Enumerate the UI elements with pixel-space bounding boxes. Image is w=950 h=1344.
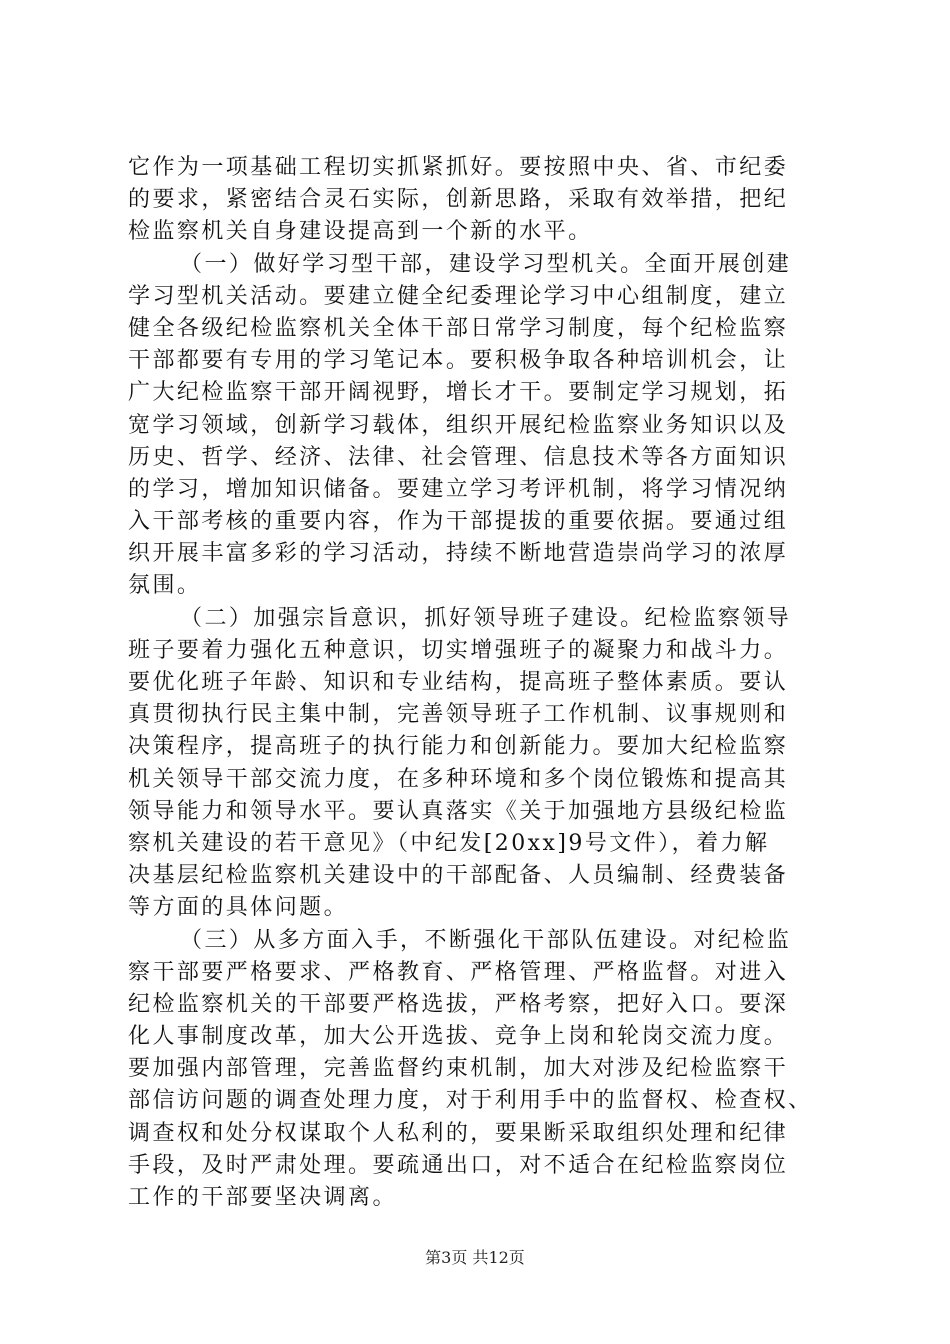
- paragraph-first-line: （三）从多方面入手，不断强化干部队伍建设。对纪检监: [180, 927, 792, 953]
- text-line: 历史、哲学、经济、法律、社会管理、信息技术等各方面知识: [128, 444, 789, 470]
- text-line: 宽学习领域，创新学习载体，组织开展纪检监察业务知识以及: [128, 412, 789, 438]
- page-footer: 第3页 共12页: [425, 1248, 525, 1267]
- text-line: 学习型机关活动。要建立健全纪委理论学习中心组制度，建立: [128, 283, 789, 309]
- text-line: 广大纪检监察干部开阔视野，增长才干。要制定学习规划，拓: [128, 380, 789, 406]
- text-line: 领导能力和领导水平。要认真落实《关于加强地方县级纪检监: [128, 798, 789, 824]
- text-line: 机关领导干部交流力度，在多种环境和多个岗位锻炼和提高其: [128, 766, 789, 792]
- text-line: 察干部要严格要求、严格教育、严格管理、严格监督。对进入: [128, 959, 789, 985]
- text-line: 入干部考核的重要内容，作为干部提拔的重要依据。要通过组: [128, 509, 789, 535]
- text-line: 织开展丰富多彩的学习活动，持续不断地营造崇尚学习的浓厚: [128, 541, 789, 567]
- text-line: 工作的干部要坚决调离。: [128, 1185, 397, 1210]
- text-line: 的学习，增加知识储备。要建立学习考评机制，将学习情况纳: [128, 476, 789, 502]
- text-line: 班子要着力强化五种意识，切实增强班子的凝聚力和战斗力。: [128, 637, 789, 663]
- text-line: 氛围。: [128, 573, 202, 599]
- text-line: 要加强内部管理，完善监督约束机制，加大对涉及纪检监察干: [128, 1056, 789, 1082]
- text-line: 纪检监察机关的干部要严格选拔，严格考察，把好入口。要深: [128, 991, 789, 1017]
- text-line: 调查权和处分权谋取个人私利的，要果断采取组织处理和纪律: [128, 1120, 789, 1146]
- paragraph-first-line: （一）做好学习型干部，建设学习型机关。全面开展创建: [180, 251, 792, 277]
- paragraph-first-line: （二）加强宗旨意识，抓好领导班子建设。纪检监察领导: [180, 605, 792, 631]
- text-line: 部信访问题的调查处理力度，对于利用手中的监督权、检查权、: [128, 1088, 813, 1114]
- text-line: 化人事制度改革，加大公开选拔、竞争上岗和轮岗交流力度。: [128, 1024, 789, 1050]
- text-line: 它作为一项基础工程切实抓紧抓好。要按照中央、省、市纪委: [128, 155, 789, 180]
- text-line: 真贯彻执行民主集中制，完善领导班子工作机制、议事规则和: [128, 702, 789, 728]
- text-line: 干部都要有专用的学习笔记本。要积极争取各种培训机会，让: [128, 348, 789, 374]
- text-line: 察机关建设的若干意见》（中纪发[20xx]9号文件），着力解: [128, 830, 770, 856]
- text-line: 健全各级纪检监察机关全体干部日常学习制度，每个纪检监察: [128, 315, 789, 341]
- text-line: 手段，及时严肃处理。要疏通出口，对不适合在纪检监察岗位: [128, 1152, 789, 1178]
- text-line: 决基层纪检监察机关建设中的干部配备、人员编制、经费装备: [128, 863, 789, 889]
- text-line: 决策程序，提高班子的执行能力和创新能力。要加大纪检监察: [128, 734, 789, 760]
- text-line: 的要求，紧密结合灵石实际，创新思路，采取有效举措，把纪: [128, 187, 789, 213]
- document-body: [128, 152, 828, 1214]
- text-line: 要优化班子年龄、知识和专业结构，提高班子整体素质。要认: [128, 670, 789, 695]
- text-line: 等方面的具体问题。: [128, 895, 349, 921]
- text-line: 检监察机关自身建设提高到一个新的水平。: [128, 219, 593, 245]
